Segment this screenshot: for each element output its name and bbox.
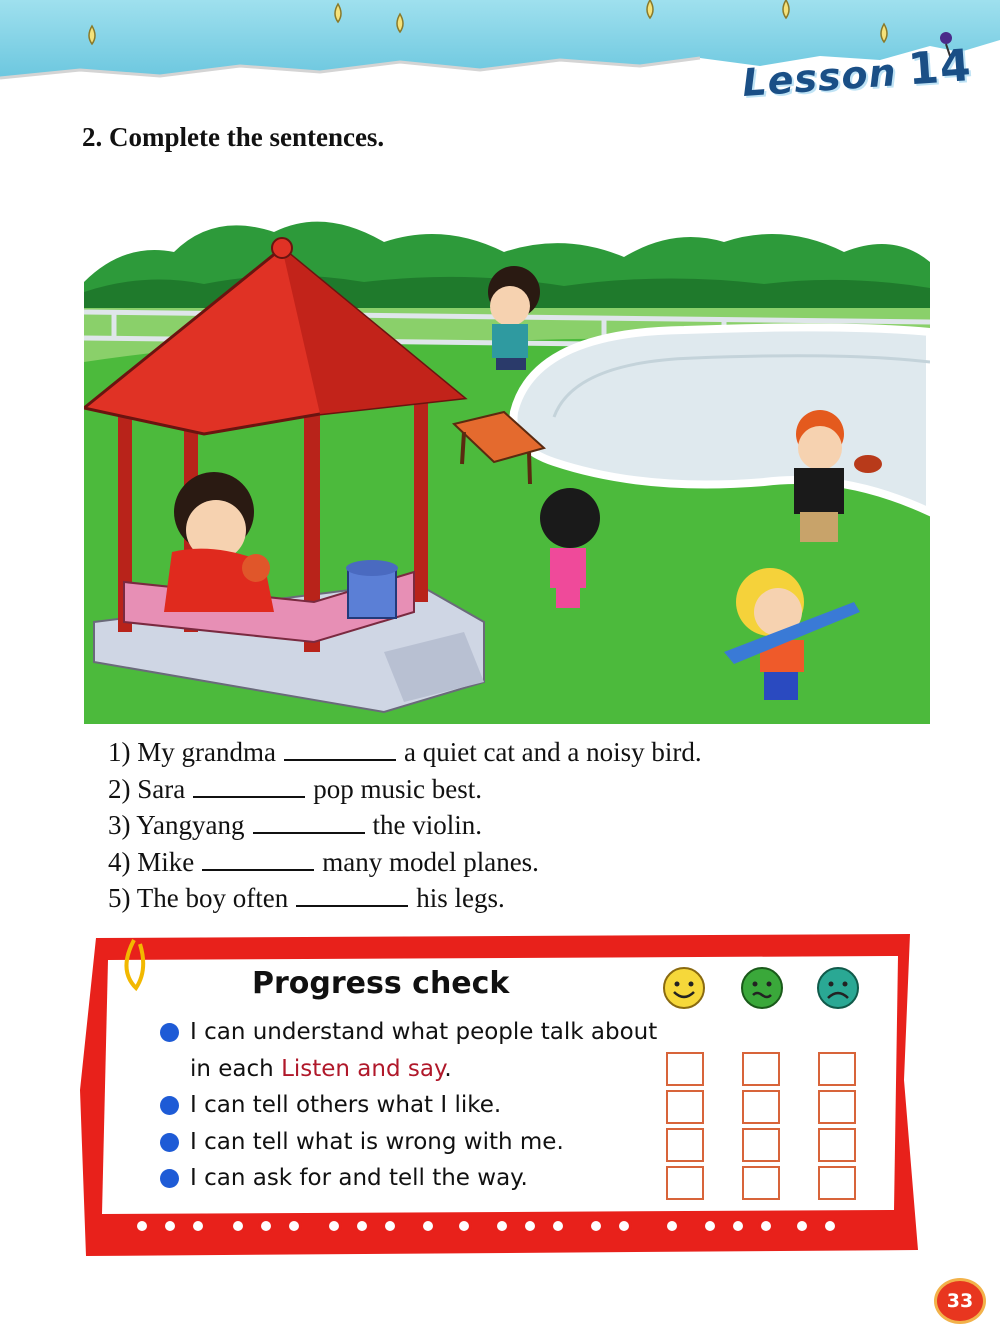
checkbox-sad[interactable] [818, 1166, 856, 1200]
answer-blank[interactable] [284, 739, 396, 761]
checkbox-sad[interactable] [818, 1128, 856, 1162]
checkbox-neutral[interactable] [742, 1128, 780, 1162]
sentence-list [108, 734, 702, 917]
sentence-item: 3) Yangyang the violin. [108, 810, 483, 841]
listen-and-say-highlight: Listen and say [281, 1055, 445, 1082]
progress-item: I can ask for and tell the way. [158, 1160, 660, 1197]
checkbox-sad[interactable] [818, 1090, 856, 1124]
sentence-item: 1) My grandma a quiet cat and a noisy bird. [108, 737, 702, 767]
checkbox-happy[interactable] [666, 1128, 704, 1162]
section-title: 2. Complete the sentences. [82, 122, 385, 152]
lesson-number: 14 [906, 40, 974, 96]
answer-blank[interactable] [296, 885, 408, 907]
checkbox-neutral[interactable] [742, 1052, 780, 1086]
rating-faces [660, 966, 870, 1012]
checkbox-happy[interactable] [666, 1090, 704, 1124]
sentence-item: 4) Mike many model planes. [108, 846, 539, 877]
checkbox-happy[interactable] [666, 1166, 704, 1200]
progress-item: I can tell others what I like. [158, 1087, 660, 1124]
progress-check-title: Progress check [252, 966, 510, 1001]
checkbox-happy[interactable] [666, 1052, 704, 1086]
answer-blank[interactable] [202, 849, 314, 871]
page-number: 33 [934, 1278, 986, 1324]
bullet-icon [160, 1096, 179, 1115]
answer-blank[interactable] [193, 776, 305, 798]
progress-item: I can tell what is wrong with me. [158, 1124, 660, 1161]
checkbox-neutral[interactable] [742, 1166, 780, 1200]
progress-item: I can understand what people talk about in each Listen and say. [158, 1014, 660, 1087]
bullet-icon [160, 1169, 179, 1188]
sentence-item: 2) Sara pop music best. [108, 773, 482, 804]
lesson-word: Lesson [741, 50, 899, 105]
sad-face-icon [816, 966, 860, 1010]
neutral-face-icon [740, 966, 784, 1010]
smiling-face-icon [662, 966, 706, 1010]
cat [242, 554, 270, 582]
rating-checkboxes [664, 1052, 864, 1202]
park-illustration [84, 212, 930, 724]
bullet-icon [160, 1023, 179, 1042]
checkbox-sad[interactable] [818, 1052, 856, 1086]
sentence-item: 5) The boy often his legs. [108, 883, 505, 914]
bullet-icon [160, 1133, 179, 1152]
checkbox-neutral[interactable] [742, 1090, 780, 1124]
answer-blank[interactable] [253, 812, 365, 834]
progress-check-list [158, 1014, 660, 1197]
